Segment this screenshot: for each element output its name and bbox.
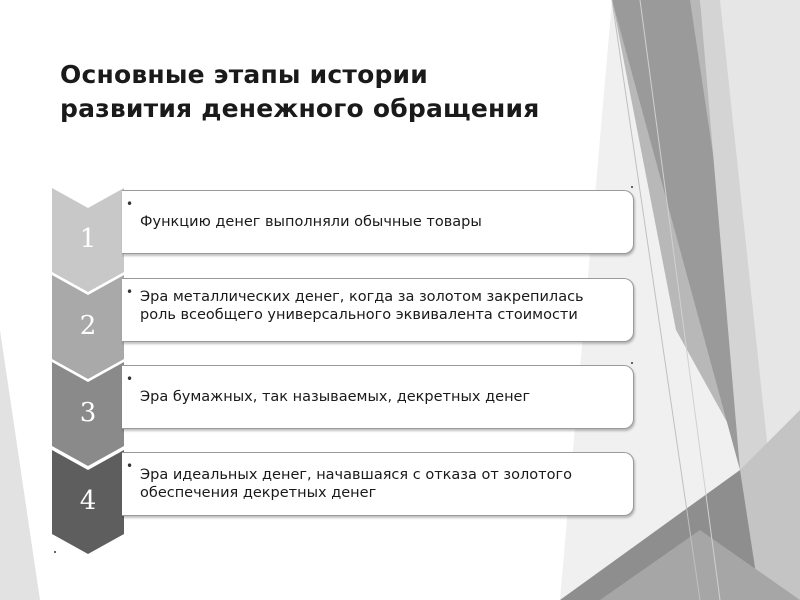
decor-dot: [631, 186, 633, 188]
step-4-number: 4: [79, 486, 97, 516]
step-2-box: [122, 278, 634, 342]
title-line-1: Основные этапы истории: [60, 60, 428, 89]
step-1-box: [122, 190, 634, 254]
title-line-2: развития денежного обращения: [60, 94, 540, 123]
decor-dot: [631, 362, 633, 364]
step-1-text: Функцию денег выполняли обычные товары: [140, 214, 482, 230]
step-4-chevron: [52, 450, 124, 554]
bullet-icon: •: [126, 197, 134, 211]
step-4-box: [122, 452, 634, 516]
step-3-box: [122, 365, 634, 429]
step-2-text: Эра металлических денег, когда за золотом закрепилась роль всеобщего универсального эквивалента стоимости: [140, 289, 584, 323]
bullet-icon: •: [126, 459, 134, 473]
step-2-number: 2: [79, 311, 97, 341]
bullet-icon: •: [126, 285, 134, 299]
decor-dot: [54, 551, 56, 553]
step-4-text: Эра идеальных денег, начавшаяся с отказа от золотого обеспечения декретных денег: [140, 467, 572, 501]
step-3-text: Эра бумажных, так называемых, декретных денег: [140, 389, 531, 405]
bullet-icon: •: [126, 372, 134, 386]
step-3-number: 3: [79, 398, 97, 428]
step-1-number: 1: [79, 224, 97, 254]
